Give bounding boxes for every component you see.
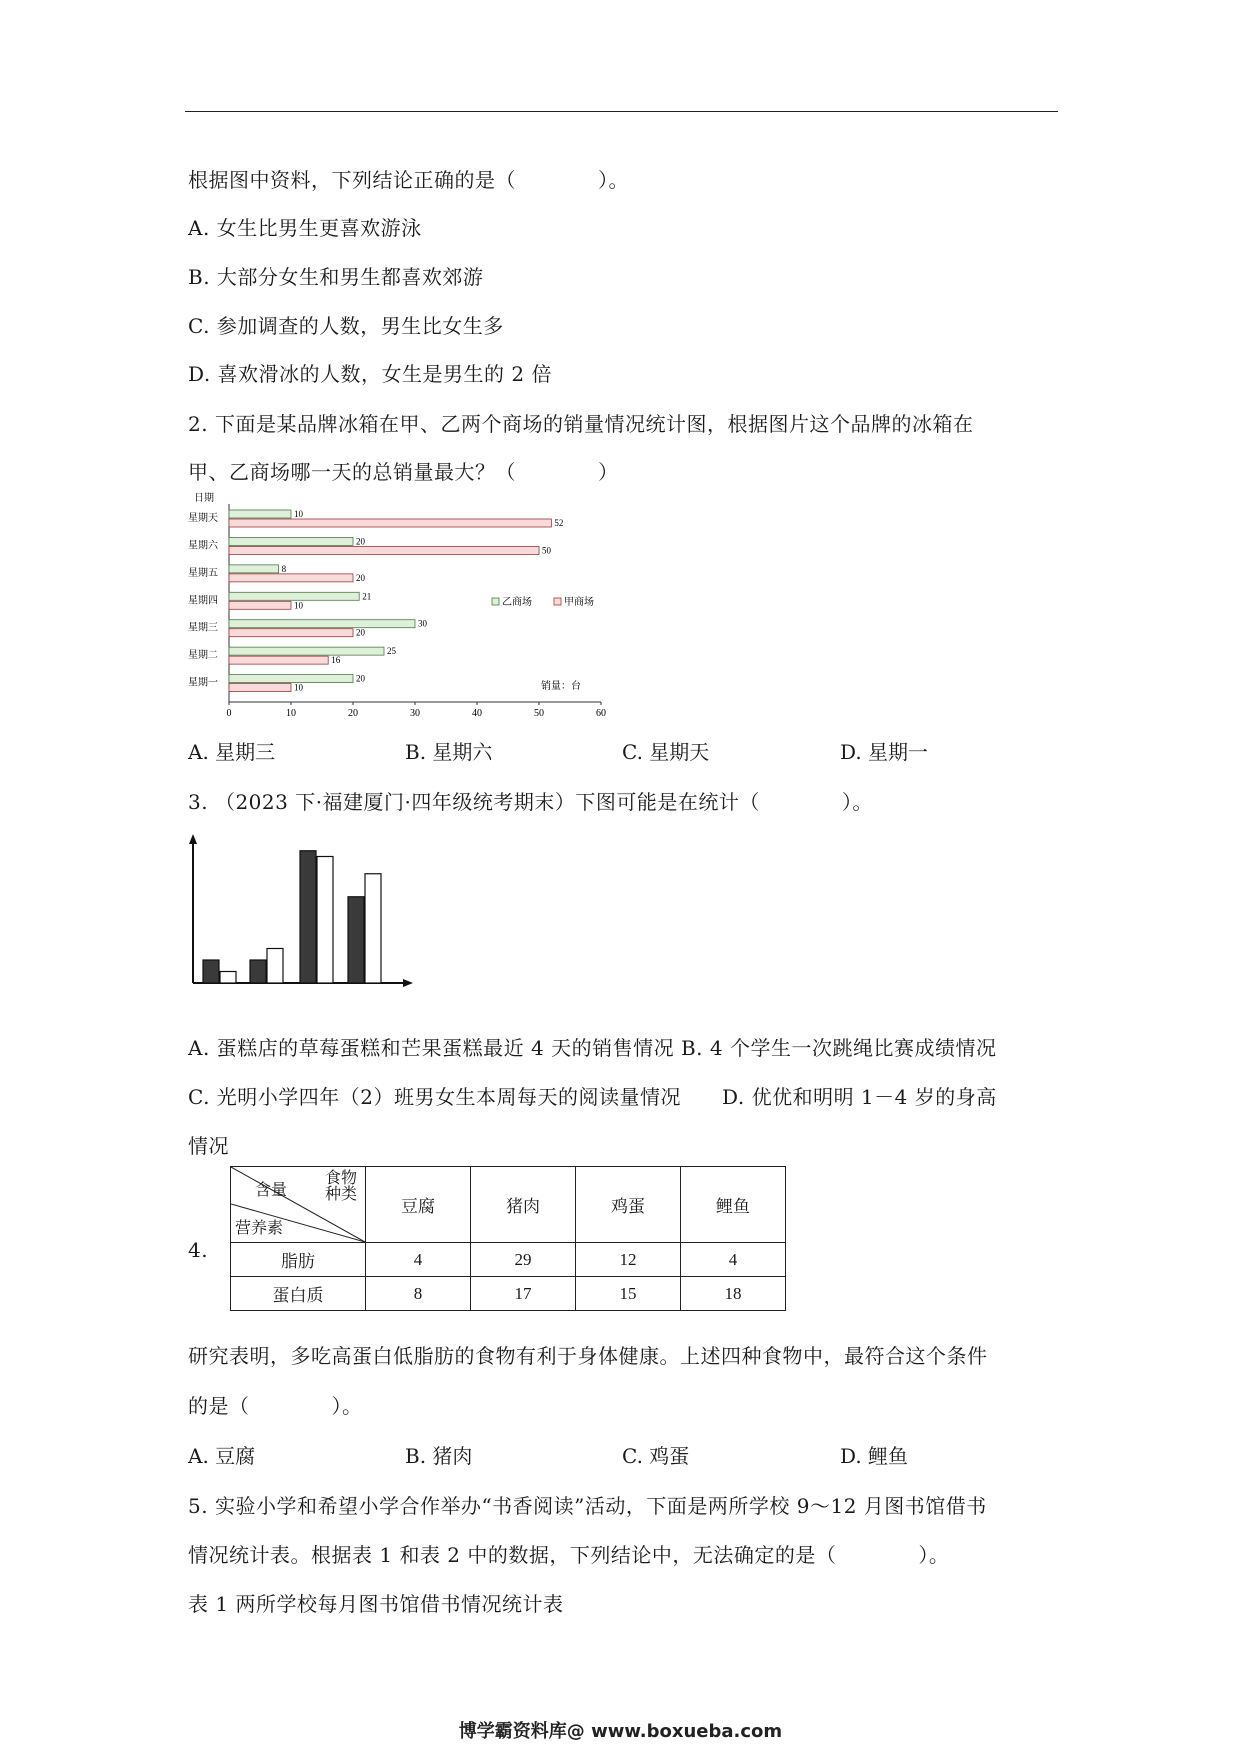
q1-option-a[interactable]: A. 女生比男生更喜欢游泳 [188, 216, 422, 240]
bar-value-label: 10 [294, 509, 303, 519]
category-label: 星期一 [188, 677, 218, 689]
q1-option-b[interactable]: B. 大部分女生和男生都喜欢郊游 [188, 265, 484, 289]
bar [229, 629, 353, 637]
q5-stem-line2: 情况统计表。根据表 1 和表 2 中的数据，下列结论中，无法确定的是（ ）。 [188, 1543, 950, 1567]
q5-table-caption: 表 1 两所学校每月图书馆借书情况统计表 [188, 1592, 564, 1616]
cell: 4 [681, 1243, 786, 1277]
y-axis-arrow [189, 834, 197, 844]
legend-label: 乙商场 [502, 597, 532, 608]
q2-option-d[interactable]: D. 星期一 [840, 740, 929, 764]
cell: 15 [576, 1277, 681, 1311]
table-diagonal-header [231, 1167, 366, 1243]
footer-watermark: 博学霸资料库@ www.boxueba.com [458, 1721, 783, 1742]
bar [317, 857, 333, 984]
bar [229, 537, 353, 545]
x-tick-label: 50 [534, 708, 544, 719]
cell: 4 [366, 1243, 471, 1277]
bar [220, 972, 236, 984]
q5-stem-line1: 5. 实验小学和希望小学合作举办“书香阅读”活动，下面是两所学校 9～12 月图书馆借书 [188, 1494, 987, 1518]
q2-option-a[interactable]: A. 星期三 [188, 740, 276, 764]
bar [229, 510, 291, 518]
header-rule [185, 111, 1058, 112]
bar-value-label: 20 [356, 572, 365, 583]
bar [229, 620, 415, 628]
header-food: 食物 [325, 1170, 358, 1187]
row-protein-label: 蛋白质 [231, 1277, 366, 1311]
bar-value-label: 20 [356, 536, 365, 547]
cell: 17 [471, 1277, 576, 1311]
category-label: 星期五 [188, 567, 218, 579]
bar-value-label: 10 [294, 682, 303, 693]
bar-value-label: 50 [542, 545, 551, 556]
x-tick-label: 20 [348, 708, 358, 719]
q2-option-b[interactable]: B. 星期六 [405, 740, 493, 764]
bar [229, 601, 291, 609]
col-egg: 鸡蛋 [576, 1167, 681, 1243]
legend-swatch [554, 598, 561, 605]
q1-option-d[interactable]: D. 喜欢滑冰的人数，女生是男生的 2 倍 [188, 362, 552, 386]
bar [250, 960, 266, 983]
x-tick-label: 10 [286, 708, 296, 719]
bar [267, 949, 283, 984]
q3-options-line3[interactable]: 情况 [188, 1134, 229, 1158]
bar [229, 684, 291, 692]
bar [229, 574, 353, 582]
q3-options-line1[interactable]: A. 蛋糕店的草莓蛋糕和芒果蛋糕最近 4 天的销售情况 B. 4 个学生一次跳绳比赛成绩情况 [188, 1036, 997, 1060]
category-label: 星期二 [188, 650, 218, 662]
bar-value-label: 8 [281, 563, 287, 574]
bar-value-label: 52 [554, 518, 564, 528]
bar [229, 592, 359, 600]
category-label: 星期三 [188, 622, 218, 634]
y-axis-label: 日期 [194, 493, 214, 504]
bar [229, 546, 539, 554]
row-fat-label: 脂肪 [231, 1243, 366, 1277]
bar [203, 960, 219, 983]
q2-option-c[interactable]: C. 星期天 [622, 740, 710, 764]
q4-stem-line2: 的是（ ）。 [188, 1394, 363, 1418]
x-tick-label: 60 [596, 708, 606, 719]
legend-label: 甲商场 [564, 597, 594, 608]
x-tick-label: 30 [410, 708, 420, 719]
bar [229, 656, 328, 664]
legend-swatch [492, 598, 499, 605]
q4-stem-line1: 研究表明，多吃高蛋白低脂肪的食物有利于身体健康。上述四种食物中，最符合这个条件 [188, 1344, 988, 1368]
bar [229, 519, 551, 527]
bar [365, 874, 381, 983]
bar [229, 675, 353, 683]
x-axis-label: 销量：台 [541, 681, 581, 692]
bar-value-label: 16 [331, 655, 341, 666]
col-pork: 猪肉 [471, 1167, 576, 1243]
header-kind: 种类 [325, 1186, 358, 1203]
q4-number: 4. [188, 1238, 209, 1262]
bar-value-label: 30 [418, 618, 427, 629]
q3-stem: 3. （2023 下·福建厦门·四年级统考期末）下图可能是在统计（ ）。 [188, 790, 873, 814]
q2-stem-line1: 2. 下面是某品牌冰箱在甲、乙两个商场的销量情况统计图，根据图片这个品牌的冰箱在 [188, 412, 974, 436]
category-label: 星期四 [188, 595, 218, 607]
header-nutrient: 营养素 [235, 1220, 284, 1237]
bar-value-label: 20 [356, 673, 365, 684]
q4-option-b[interactable]: B. 猪肉 [405, 1444, 473, 1468]
bar [229, 565, 279, 573]
category-label: 星期天 [188, 513, 218, 524]
bar [229, 647, 384, 655]
x-tick-label: 0 [226, 708, 232, 719]
q4-option-d[interactable]: D. 鲤鱼 [840, 1444, 909, 1468]
col-carp: 鲤鱼 [681, 1167, 786, 1243]
cell: 8 [366, 1277, 471, 1311]
q3-options-line2[interactable]: C. 光明小学四年（2）班男女生本周每天的阅读量情况 D. 优优和明明 1－4 岁的身高 [188, 1085, 997, 1109]
bar-value-label: 25 [387, 646, 396, 657]
x-axis-arrow [403, 979, 413, 987]
col-tofu: 豆腐 [366, 1167, 471, 1243]
cell: 18 [681, 1277, 786, 1311]
q3-bar-chart [185, 830, 425, 1000]
q4-option-a[interactable]: A. 豆腐 [188, 1444, 256, 1468]
q2-bar-chart [186, 492, 616, 720]
bar [348, 897, 364, 983]
cell: 12 [576, 1243, 681, 1277]
bar-value-label: 10 [294, 600, 303, 611]
bar [300, 851, 316, 983]
q2-stem-line2: 甲、乙商场哪一天的总销量最大？（ ） [188, 460, 619, 484]
nutrition-table [230, 1166, 786, 1311]
bar-value-label: 20 [356, 627, 365, 638]
x-tick-label: 40 [472, 708, 482, 719]
q4-option-c[interactable]: C. 鸡蛋 [622, 1444, 690, 1468]
cell: 29 [471, 1243, 576, 1277]
bar-value-label: 21 [362, 591, 372, 602]
header-content: 含量 [255, 1182, 288, 1199]
q1-stem: 根据图中资料，下列结论正确的是（ ）。 [188, 168, 629, 192]
q1-option-c[interactable]: C. 参加调查的人数，男生比女生多 [188, 314, 504, 338]
category-label: 星期六 [188, 540, 218, 552]
